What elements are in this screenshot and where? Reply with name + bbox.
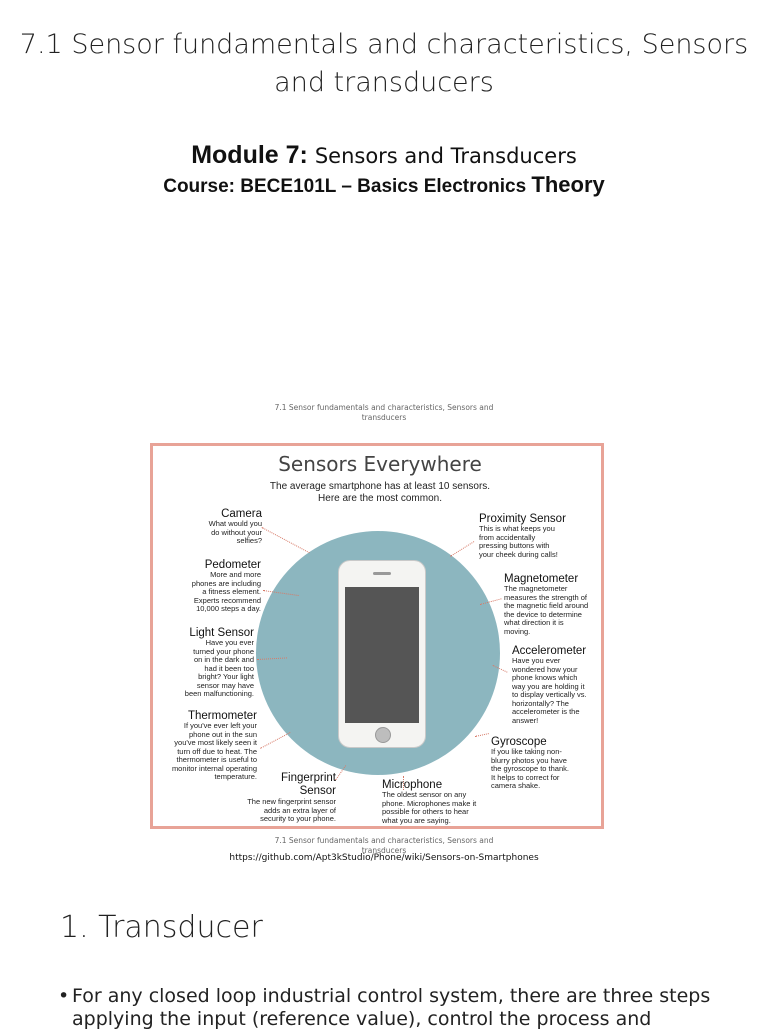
sensor-light xyxy=(156,627,254,699)
desc-line: Have you ever xyxy=(512,656,561,665)
sensor-thermometer-name: Thermometer xyxy=(187,710,257,722)
smartphone-illustration xyxy=(338,560,426,748)
module-heading xyxy=(0,140,768,171)
caption-top xyxy=(0,403,768,423)
sensor-fingerprint xyxy=(236,772,336,824)
sensor-proximity-desc xyxy=(479,525,597,559)
infographic-subtitle-line-2: Here are the most common. xyxy=(318,493,442,504)
sensor-proximity-name: Proximity Sensor xyxy=(479,513,566,525)
desc-line: measures the strength of xyxy=(504,592,587,602)
course-label: Course: BECE101L – Basics Electronics xyxy=(163,176,527,197)
sensor-pedometer xyxy=(155,559,261,614)
desc-line: The oldest sensor on any xyxy=(382,790,467,799)
desc-line: answer! xyxy=(512,715,539,725)
desc-line: phones are including xyxy=(191,578,261,588)
name-line: Sensor xyxy=(299,785,336,797)
desc-line: a fitness element. xyxy=(202,587,261,596)
desc-line: wondered how your xyxy=(512,664,578,674)
sensor-light-desc xyxy=(156,639,254,699)
desc-line: selfies? xyxy=(236,536,262,545)
desc-line: sensor may have xyxy=(196,680,254,690)
sensor-gyroscope-desc xyxy=(491,748,595,791)
phone-home-button-icon xyxy=(375,727,391,743)
desc-line: accelerometer is the xyxy=(512,707,580,716)
desc-line: on in the dark and xyxy=(193,655,254,664)
page-title xyxy=(0,26,768,102)
course-theory: Theory xyxy=(531,172,605,197)
desc-line: If you like taking non- xyxy=(491,747,562,756)
desc-line: temperature. xyxy=(214,772,257,781)
desc-line: had it been too xyxy=(204,663,254,673)
desc-line: phone out in the sun xyxy=(189,729,257,739)
phone-speaker xyxy=(373,572,391,575)
desc-line: The magnetometer xyxy=(504,584,568,593)
sensor-accelerometer-desc xyxy=(512,657,600,725)
section-heading: 1. Transducer xyxy=(60,910,263,945)
desc-line: you've most likely seen it xyxy=(174,738,257,747)
sensor-magnetometer-desc xyxy=(504,585,600,636)
desc-line: 10,000 steps a day. xyxy=(196,604,261,613)
desc-line: security to your phone. xyxy=(260,814,336,823)
desc-line: pressing buttons with xyxy=(479,541,550,550)
sensor-camera-name: Camera xyxy=(221,508,262,520)
desc-line: to display vertically vs. xyxy=(512,690,587,699)
sensor-fingerprint-desc xyxy=(236,798,336,824)
desc-line: what you are saying. xyxy=(382,815,451,825)
desc-line: your cheek during calls! xyxy=(479,549,558,559)
sensor-microphone xyxy=(382,779,492,825)
desc-line: More and more xyxy=(210,570,261,579)
phone-screen xyxy=(345,587,419,723)
source-url-link[interactable]: https://github.com/Apt3kStudio/Phone/wiki/Sensors-on-Smartphones xyxy=(229,853,539,863)
desc-line: phone knows which xyxy=(512,673,578,682)
caption-top-line-2: transducers xyxy=(361,413,407,422)
page-title-line-1: 7.1 Sensor fundamentals and characteristics, Sensors xyxy=(19,29,749,60)
desc-line: turn off due to heat. The xyxy=(177,746,257,756)
sensor-camera-desc xyxy=(160,520,262,546)
name-line: Fingerprint xyxy=(281,772,336,784)
module-label: Module 7: xyxy=(191,141,308,169)
bullet-marker: • xyxy=(58,985,70,1007)
desc-line: blurry photos you have xyxy=(491,755,567,765)
desc-line: The new fingerprint sensor xyxy=(247,797,336,806)
desc-line: If you've ever left your xyxy=(183,721,257,730)
sensor-gyroscope xyxy=(491,736,595,791)
module-subject: Sensors and Transducers xyxy=(314,144,577,168)
sensor-thermometer xyxy=(155,710,257,782)
desc-line: bright? Your light xyxy=(198,672,254,681)
desc-line: phone. Microphones make it xyxy=(382,798,477,808)
desc-line: adds an extra layer of xyxy=(263,805,336,815)
desc-line: the device to determine xyxy=(504,609,582,619)
desc-line: turned your phone xyxy=(193,646,254,656)
desc-line: way you are holding it xyxy=(512,681,585,691)
desc-line: monitor internal operating xyxy=(171,763,257,773)
page-title-line-2: and transducers xyxy=(274,67,494,98)
desc-line: It helps to correct for xyxy=(491,772,560,782)
sensor-camera xyxy=(160,508,262,546)
sensor-accelerometer-name: Accelerometer xyxy=(512,645,587,657)
desc-line: possible for others to hear xyxy=(382,807,469,816)
sensor-pedometer-desc xyxy=(155,571,261,614)
desc-line: what direction it is xyxy=(504,618,564,627)
desc-line: Have you ever xyxy=(205,638,254,647)
desc-line: been malfunctioning. xyxy=(184,689,254,698)
desc-line: the gyroscope to thank. xyxy=(491,764,569,773)
infographic-subtitle xyxy=(150,481,610,505)
sensor-microphone-desc xyxy=(382,791,492,825)
sensor-pedometer-name: Pedometer xyxy=(204,559,261,571)
desc-line: from accidentally xyxy=(479,532,536,542)
desc-line: What would you xyxy=(208,519,262,528)
desc-line: moving. xyxy=(504,626,531,636)
bullet-line-1: For any closed loop industrial control system, there are three steps xyxy=(72,985,711,1007)
sensor-fingerprint-name xyxy=(236,772,336,798)
caption-top-line-1: 7.1 Sensor fundamentals and characteristics, Sensors and xyxy=(274,403,494,412)
bullet-line-2: applying the input (reference value), control the process and xyxy=(72,1008,652,1030)
desc-line: the magnetic field around xyxy=(504,601,589,610)
desc-line: do without your xyxy=(211,527,262,537)
sensor-magnetometer-name: Magnetometer xyxy=(504,573,579,585)
desc-line: Experts recommend xyxy=(193,595,261,605)
infographic-subtitle-line-1: The average smartphone has at least 10 sensors. xyxy=(269,481,491,492)
infographic-title: Sensors Everywhere xyxy=(278,452,482,476)
sensor-microphone-name: Microphone xyxy=(382,779,443,791)
sensor-light-name: Light Sensor xyxy=(189,627,254,639)
caption-bottom-line-1: 7.1 Sensor fundamentals and characteristics, Sensors and xyxy=(274,836,494,845)
desc-line: horizontally? The xyxy=(512,698,569,708)
sensor-gyroscope-name: Gyroscope xyxy=(491,736,547,748)
caption-bottom-line-2: transducers xyxy=(361,846,407,855)
desc-line: This is what keeps you xyxy=(479,524,555,533)
sensor-accelerometer xyxy=(512,645,600,725)
desc-line: thermometer is useful to xyxy=(176,755,257,764)
bullet-item xyxy=(58,985,758,1031)
desc-line: camera shake. xyxy=(491,781,541,790)
course-heading xyxy=(0,172,768,200)
sensor-proximity xyxy=(479,513,597,559)
sensor-magnetometer xyxy=(504,573,600,636)
